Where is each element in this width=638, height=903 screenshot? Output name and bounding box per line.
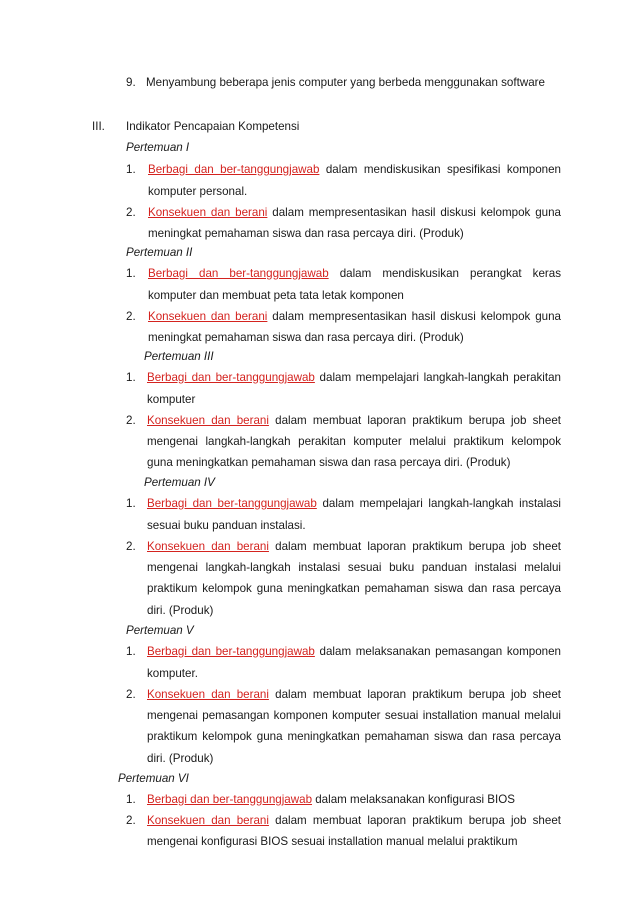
list-item-line: praktikum kelompok guna meningkatkan pemahaman siswa dan rasa percaya (147, 730, 561, 743)
list-number: 1. (126, 793, 136, 806)
list-number: 2. (126, 688, 136, 701)
list-item-line: diri. (Produk) (147, 604, 214, 617)
list-item-line: Berbagi dan ber-tanggungjawab dalam mendiskusikan perangkat keras (148, 267, 561, 280)
list-number: 9. (126, 76, 136, 89)
list-number: 1. (126, 497, 136, 510)
value-highlight: Berbagi dan ber-tanggungjawab (147, 793, 313, 806)
list-number: 1. (126, 371, 136, 384)
list-number: 2. (126, 814, 136, 827)
list-item-line: mengenai konfigurasi BIOS sesuai installation manual melalui praktikum (147, 835, 518, 848)
value-highlight: Berbagi dan ber-tanggungjawab (147, 645, 315, 658)
list-item-line: komputer (147, 393, 196, 406)
list-item-line: Konsekuen dan berani dalam membuat laporan praktikum berupa job sheet (147, 540, 561, 553)
list-number: 2. (126, 414, 136, 427)
section-number: III. (92, 120, 105, 133)
list-item-line: Konsekuen dan berani dalam membuat laporan praktikum berupa job sheet (147, 814, 561, 827)
session-title: Pertemuan IV (144, 476, 215, 489)
value-highlight: Konsekuen dan berani (147, 540, 269, 553)
session-title: Pertemuan III (144, 350, 214, 363)
list-item-line: Berbagi dan ber-tanggungjawab dalam melaksanakan konfigurasi BIOS (147, 793, 516, 806)
list-item-line: Konsekuen dan berani dalam membuat laporan praktikum berupa job sheet (147, 688, 561, 701)
list-item-line: komputer personal. (148, 185, 248, 198)
section-title: Indikator Pencapaian Kompetensi (126, 120, 300, 133)
list-item-line: diri. (Produk) (147, 752, 214, 765)
list-number: 2. (126, 310, 136, 323)
session-title: Pertemuan I (126, 141, 190, 154)
value-highlight: Konsekuen dan berani (147, 414, 269, 427)
list-item-text: Menyambung beberapa jenis computer yang berbeda menggunakan software (146, 76, 545, 89)
value-highlight: Konsekuen dan berani (148, 310, 268, 323)
list-item-line: Konsekuen dan berani dalam mempresentasikan hasil diskusi kelompok guna (148, 310, 562, 323)
list-item-line: Berbagi dan ber-tanggungjawab dalam melaksanakan pemasangan komponen (147, 645, 561, 658)
list-item-line: komputer. (147, 667, 198, 680)
list-number: 2. (126, 206, 136, 219)
list-item-line: mengenai langkah-langkah perakitan komputer melalui praktikum kelompok (147, 435, 561, 448)
value-highlight: Berbagi dan ber-tanggungjawab (147, 371, 315, 384)
list-item-line: guna meningkatkan pemahaman siswa dan rasa percaya diri. (Produk) (147, 456, 511, 469)
list-item-line: Berbagi dan ber-tanggungjawab dalam mendiskusikan spesifikasi komponen (148, 163, 561, 176)
value-highlight: Berbagi dan ber-tanggungjawab (148, 267, 329, 280)
list-item-line: komputer dan membuat peta tata letak komponen (148, 289, 404, 302)
session-title: Pertemuan VI (118, 772, 189, 785)
value-highlight: Konsekuen dan berani (147, 814, 269, 827)
list-item-line: mengenai pemasangan komponen komputer sesuai installation manual melalui (147, 709, 561, 722)
session-title: Pertemuan II (126, 246, 193, 259)
list-item-line: meningkat pemahaman siswa dan rasa percaya diri. (Produk) (148, 331, 464, 344)
list-item-line: Berbagi dan ber-tanggungjawab dalam mempelajari langkah-langkah perakitan (147, 371, 562, 384)
value-highlight: Berbagi dan ber-tanggungjawab (147, 497, 317, 510)
value-highlight: Konsekuen dan berani (147, 688, 269, 701)
list-number: 1. (126, 267, 136, 280)
list-item-line: Konsekuen dan berani dalam mempresentasikan hasil diskusi kelompok guna (148, 206, 562, 219)
list-item-line: mengenai langkah-langkah instalasi sesuai buku panduan instalasi melalui (147, 561, 561, 574)
list-item-line: Konsekuen dan berani dalam membuat laporan praktikum berupa job sheet (147, 414, 561, 427)
value-highlight: Berbagi dan ber-tanggungjawab (148, 163, 320, 176)
list-item-line: praktikum kelompok guna meningkatkan pemahaman siswa dan rasa percaya (147, 582, 561, 595)
value-highlight: Konsekuen dan berani (148, 206, 268, 219)
list-item-line: meningkat pemahaman siswa dan rasa percaya diri. (Produk) (148, 227, 464, 240)
list-number: 2. (126, 540, 136, 553)
list-item-line: Berbagi dan ber-tanggungjawab dalam mempelajari langkah-langkah instalasi (147, 497, 562, 510)
list-item-line: sesuai buku panduan instalasi. (147, 519, 306, 532)
list-number: 1. (126, 645, 136, 658)
list-number: 1. (126, 163, 136, 176)
session-title: Pertemuan V (126, 624, 194, 637)
